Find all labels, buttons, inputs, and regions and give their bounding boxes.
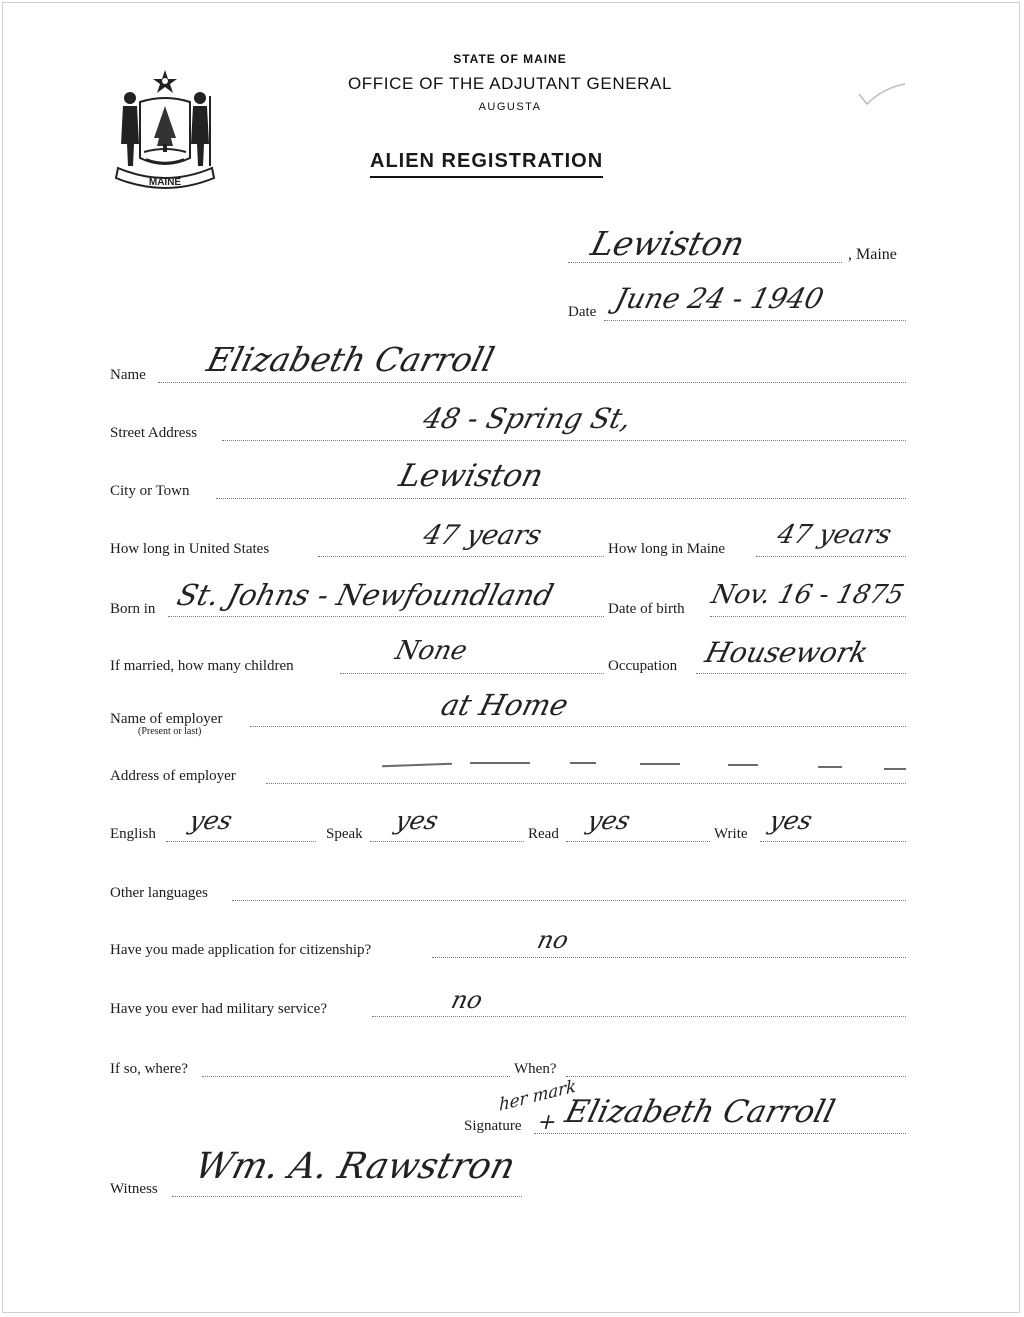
other-languages-line xyxy=(232,900,906,901)
speak-line xyxy=(370,841,524,842)
us-years-label: How long in United States xyxy=(110,541,270,557)
birth-date-value: Nov. 16 - 1875 xyxy=(708,580,907,610)
blank-dash xyxy=(570,762,596,764)
us-years-value: 47 years xyxy=(420,520,545,551)
english-label: English xyxy=(110,826,156,842)
city-label: City or Town xyxy=(110,483,190,499)
blank-dash xyxy=(884,768,906,770)
maine-years-value: 47 years xyxy=(774,520,895,550)
where-line xyxy=(202,1076,510,1077)
street-line xyxy=(222,440,906,441)
name-line xyxy=(158,382,906,383)
check-mark-icon xyxy=(855,82,907,108)
born-in-value: St. Johns - Newfoundland xyxy=(173,578,558,612)
maine-years-line xyxy=(756,556,906,557)
citizenship-label: Have you made application for citizenship? xyxy=(110,942,372,958)
witness-value: Wm. A. Rawstron xyxy=(190,1146,520,1187)
military-value: no xyxy=(448,986,486,1014)
date-line xyxy=(604,320,906,321)
date-label: Date xyxy=(568,304,597,320)
blank-dash xyxy=(470,762,530,764)
write-value: yes xyxy=(766,806,816,835)
employer-line xyxy=(250,726,906,727)
speak-value: yes xyxy=(392,806,442,835)
when-line xyxy=(566,1076,906,1077)
occupation-label: Occupation xyxy=(608,658,678,674)
when-label: When? xyxy=(514,1061,557,1077)
city-heading: AUGUSTA xyxy=(478,101,542,113)
employer-label: Name of employer xyxy=(110,711,223,727)
occupation-line xyxy=(696,673,906,674)
employer-value: at Home xyxy=(437,688,572,722)
military-label: Have you ever had military service? xyxy=(110,1001,327,1017)
street-value: 48 - Spring St, xyxy=(419,402,635,435)
witness-line xyxy=(172,1196,522,1197)
children-value: None xyxy=(392,636,471,666)
city-value: Lewiston xyxy=(395,458,547,494)
other-languages-label: Other languages xyxy=(110,885,208,901)
signature-value: Elizabeth Carroll xyxy=(561,1094,839,1130)
office-heading: OFFICE OF THE ADJUTANT GENERAL xyxy=(347,74,673,93)
born-in-line xyxy=(168,616,604,617)
citizenship-line xyxy=(432,957,906,958)
seal-text: MAINE xyxy=(148,177,182,188)
maine-label: , Maine xyxy=(848,246,897,263)
born-in-label: Born in xyxy=(110,601,156,617)
state-heading: STATE OF MAINE xyxy=(453,52,567,66)
employer-sublabel: (Present or last) xyxy=(138,726,202,737)
citizenship-value: no xyxy=(534,926,572,954)
name-value: Elizabeth Carroll xyxy=(203,340,499,379)
occupation-value: Housework xyxy=(701,636,872,669)
write-label: Write xyxy=(714,826,748,842)
city-line xyxy=(216,498,906,499)
employer-address-line xyxy=(266,783,906,784)
blank-dash xyxy=(818,766,842,768)
street-label: Street Address xyxy=(110,425,198,441)
form-title: ALIEN REGISTRATION xyxy=(370,150,603,178)
blank-dash xyxy=(728,764,758,766)
read-value: yes xyxy=(584,806,634,835)
town-value: Lewiston xyxy=(587,224,749,263)
birth-date-line xyxy=(710,616,906,617)
signature-annotation: her mark xyxy=(499,1076,577,1116)
read-label: Read xyxy=(528,826,559,842)
where-label: If so, where? xyxy=(110,1061,188,1077)
employer-address-label: Address of employer xyxy=(110,768,236,784)
maine-state-seal xyxy=(110,66,220,196)
birth-date-label: Date of birth xyxy=(608,601,685,617)
signature-mark: + xyxy=(534,1110,560,1135)
name-label: Name xyxy=(110,367,146,383)
english-value: yes xyxy=(186,806,236,835)
english-line xyxy=(166,841,316,842)
blank-dash xyxy=(640,763,680,765)
maine-years-label: How long in Maine xyxy=(608,541,726,557)
children-line xyxy=(340,673,604,674)
signature-label: Signature xyxy=(464,1118,522,1134)
signature-line xyxy=(534,1133,906,1134)
witness-label: Witness xyxy=(110,1181,158,1197)
us-years-line xyxy=(318,556,604,557)
military-line xyxy=(372,1016,906,1017)
children-label: If married, how many children xyxy=(110,658,294,674)
write-line xyxy=(760,841,906,842)
speak-label: Speak xyxy=(326,826,363,842)
date-value: June 24 - 1940 xyxy=(611,282,828,315)
read-line xyxy=(566,841,710,842)
